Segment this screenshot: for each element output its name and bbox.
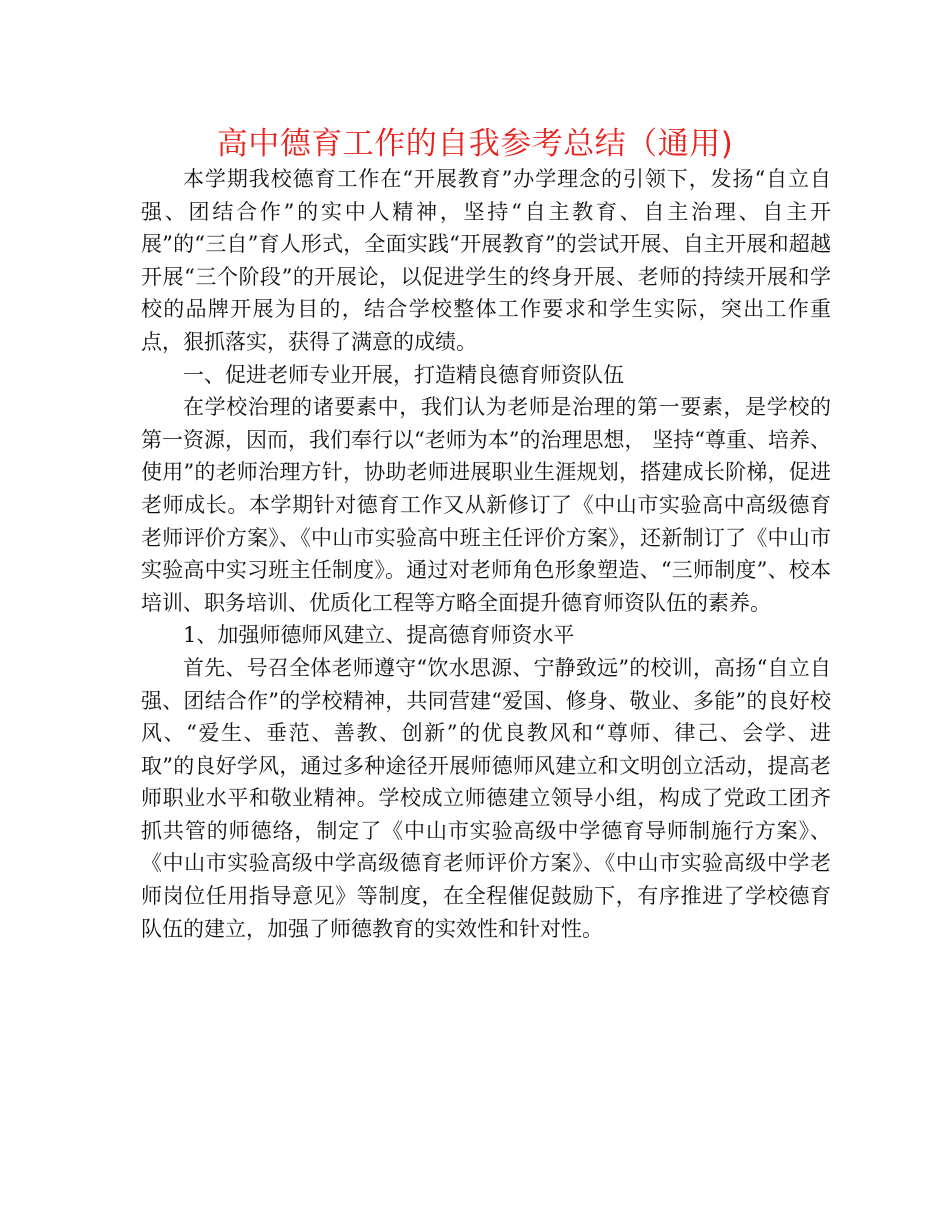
subsection-heading-1: 1、加强师德师风建立、提高德育师资水平 xyxy=(183,623,575,648)
paragraph-teacher-management: 在学校治理的诸要素中，我们认为老师是治理的第一要素，是学校的第一资源，因而，我们奉行以“老师为本”的治理思想， 坚持“尊重、培养、使用”的老师治理方针，协助老师进展职业生涯规划，搭建成长阶梯，促进老师成长。本学期针对德育工作又从新修订了《中山市实验高中高级德育老师评价方案》、《中山市实验高中班主任评价方案》，还新制订了《中山市实验高中实习班主任制度》。通过对老师角色形象塑造、“三师制度”、校本培训、职务培训、优质化工程等方略全面提升德育师资队伍的素养。 xyxy=(141,395,831,615)
section-heading-1: 一、促进老师专业开展，打造精良德育师资队伍 xyxy=(183,362,624,387)
paragraph-ethics-building: 首先、号召全体老师遵守“饮水思源、宁静致远”的校训，高扬“自立自强、团结合作”的学校精神，共同营建“爱国、修身、敬业、多能”的良好校风、“爱生、垂范、善教、创新”的优良教风和“尊师、律己、会学、进取”的良好学风，通过多种途径开展师德师风建立和文明创立活动，提高老师职业水平和敬业精神。学校成立师德建立领导小组，构成了党政工团齐抓共管的师德络，制定了《中山市实验高级中学德育导师制施行方案》、《中山市实验高级中学高级德育老师评价方案》、《中山市实验高级中学老师岗位任用指导意见》等制度，在全程催促鼓励下，有序推进了学校德育队伍的建立，加强了师德教育的实效性和针对性。 xyxy=(141,655,831,941)
document-body xyxy=(141,163,831,945)
document-title: 高中德育工作的自我参考总结（通用) xyxy=(216,126,734,162)
paragraph-intro: 本学期我校德育工作在“开展教育”办学理念的引领下，发扬“自立自强、团结合作”的实中人精神，坚持“自主教育、自主治理、自主开展”的“三自”育人形式，全面实践“开展教育”的尝试开展、自主开展和超越开展“三个阶段”的开展论，以促进学生的终身开展、老师的持续开展和学校的品牌开展为目的，结合学校整体工作要求和学生实际，突出工作重点，狠抓落实，获得了满意的成绩。 xyxy=(141,167,831,354)
